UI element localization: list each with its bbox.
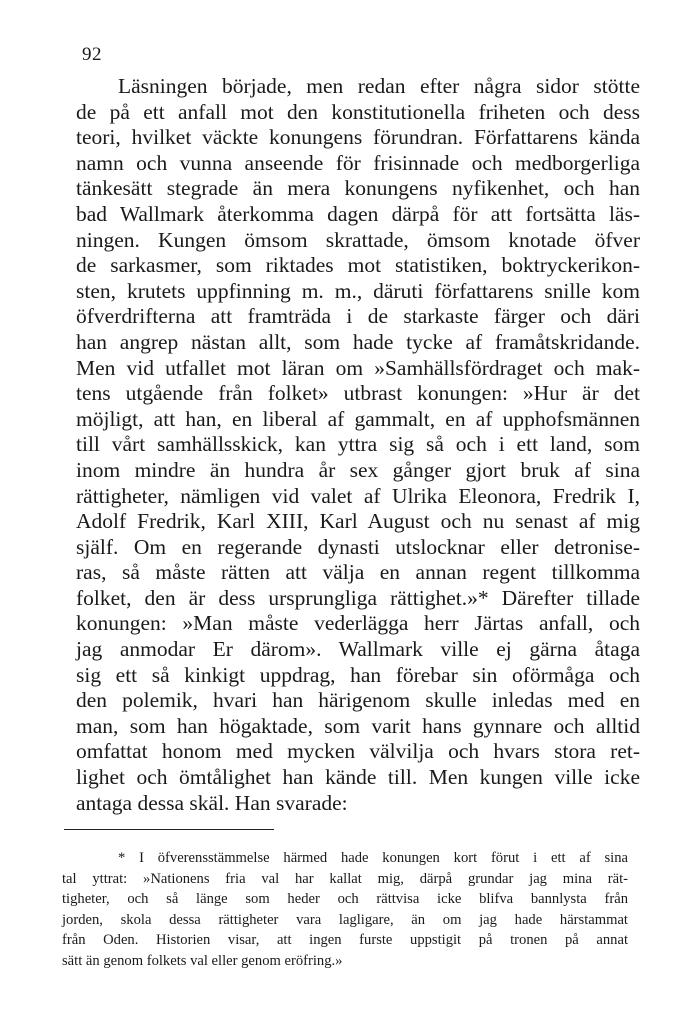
body-line: namn och vunna anseende för frisinnade och medborgerliga [76, 150, 640, 175]
body-line: lighet och ömtålighet han kände till. Men kungen ville icke [76, 765, 640, 790]
body-line: tänkesätt stegrade än mera konungens nyfikenhet, och han [76, 176, 640, 201]
body-line: han angrep nästan allt, som hade tycke af framåtskridande. [76, 329, 640, 354]
footnote-line: sätt än genom folkets val eller genom eröfring.» [62, 952, 343, 969]
body-line: till vårt samhällsskick, kan yttra sig så och i ett land, som [76, 432, 640, 457]
body-line: själf. Om en regerande dynasti utslocknar eller detronise- [76, 534, 640, 559]
body-line: tens utgående från folket» utbrast konungen: »Hur är det [76, 381, 640, 406]
body-line: sten, krutets uppfinning m. m., däruti författarens snille kom [76, 278, 640, 303]
body-line: ningen. Kungen ömsom skrattade, ömsom knotade öfver [76, 227, 640, 252]
footnote-line: tigheter, och så länge som heder och rättvisa icke blifva bannlysta från [62, 891, 628, 908]
body-line: öfverdrifterna att framträda i de starkaste färger och däri [76, 304, 640, 329]
body-line: teori, hvilket väckte konungens förundran. Författarens kända [76, 125, 640, 150]
body-line: möjligt, att han, en liberal af gammalt, en af upphofsmännen [76, 406, 640, 431]
body-line: den polemik, hvari han härigenom skulle inledas med en [76, 688, 640, 713]
body-line: sig ett så kinkigt uppdrag, han förebar sin oförmåga och [76, 662, 640, 687]
body-line: Adolf Fredrik, Karl XIII, Karl August och nu senast af mig [76, 509, 640, 534]
page-number: 92 [82, 44, 102, 65]
body-text [76, 74, 640, 816]
body-line: konungen: »Man måste vederlägga herr Järtas anfall, och [76, 611, 640, 636]
body-line: folket, den är dess ursprungliga rättighet.»* Därefter tillade [76, 585, 640, 610]
body-line: Läsningen började, men redan efter några sidor stötte [118, 74, 640, 98]
footnote [62, 848, 628, 972]
body-line: ras, så måste rätten att välja en annan regent tillkomma [76, 560, 640, 585]
body-line: antaga dessa skäl. Han svarade: [76, 790, 348, 815]
body-line: omfattat honom med mycken välvilja och hvars stora ret- [76, 739, 640, 764]
footnote-divider [64, 829, 274, 830]
body-line: de sarkasmer, som riktades mot statistiken, boktryckerikon- [76, 253, 640, 278]
footnote-line: tal yttrat: »Nationens fria val har kallat mig, därpå grundar jag mina rät- [62, 870, 628, 887]
body-line: jag anmodar Er därom». Wallmark ville ej gärna åtaga [76, 637, 640, 662]
body-line: inom mindre än hundra år sex gånger gjort bruk af sina [76, 457, 640, 482]
body-line: man, som han högaktade, som varit hans gynnare och alltid [76, 713, 640, 738]
body-line: rättigheter, nämligen vid valet af Ulrika Eleonora, Fredrik I, [76, 483, 640, 508]
body-line: bad Wallmark återkomma dagen därpå för att fortsätta läs- [76, 201, 640, 226]
footnote-line: från Oden. Historien visar, att ingen furste uppstigit på tronen på annat [62, 932, 628, 949]
body-line: Men vid utfallet mot läran om »Samhällsfördraget och mak- [76, 355, 640, 380]
footnote-line: * I öfverensstämmelse härmed hade konungen kort förut i ett af sina [118, 850, 628, 866]
footnote-line: jorden, skola dessa rättigheter vara lagligare, än om jag hade härstammat [62, 911, 628, 928]
body-line: de på ett anfall mot den konstitutionella friheten och dess [76, 99, 640, 124]
